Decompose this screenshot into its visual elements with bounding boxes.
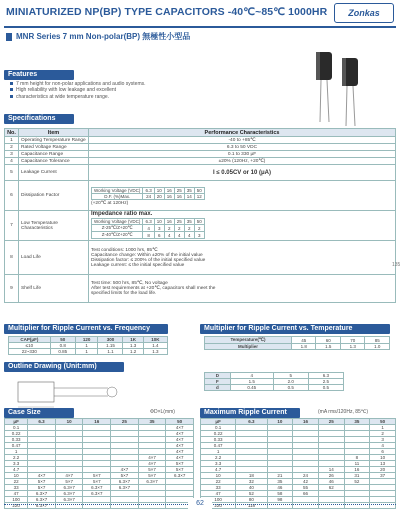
table-cell: 5×7: [55, 479, 83, 485]
spec-item: Capacitance Range: [19, 151, 89, 158]
spec-perf: ±20% (120Hz, +20℃): [89, 158, 396, 165]
lt-wv: 50: [194, 219, 204, 225]
table-cell: 6.3×7: [55, 491, 83, 497]
df-wv: 10: [154, 187, 164, 193]
table-cell: 2.2: [5, 455, 28, 461]
mult-value: 1.0: [365, 344, 390, 350]
outline-cell: 5: [273, 373, 308, 379]
table-cell: 5×7: [28, 485, 56, 491]
table-cell: 0.33: [5, 437, 28, 443]
outline-cell: 2.5: [308, 379, 343, 385]
df-tan-label: D.F. (%)Max.: [92, 193, 143, 199]
table-cell: 1: [370, 425, 396, 431]
table-cell: 4.7: [201, 467, 236, 473]
table-cell: 4×7: [138, 455, 166, 461]
page-number: 62: [188, 498, 212, 509]
spec-no: 5: [5, 165, 19, 181]
table-cell: 16: [344, 467, 370, 473]
freq-cell: 1.4: [143, 343, 167, 349]
table-cell: 5×7: [28, 479, 56, 485]
spec-perf: Test conditions: 1000 hrs, 85℃: [91, 247, 158, 253]
lt-wv: 25: [174, 219, 184, 225]
table-cell: 5×7: [166, 461, 194, 467]
table-cell: 32: [236, 479, 267, 485]
table-cell: 31: [344, 473, 370, 479]
spec-no: 8: [5, 241, 19, 275]
side-page-tab: 135: [392, 262, 400, 268]
outline-cell: 6.3: [308, 373, 343, 379]
df-wv: 35: [184, 187, 194, 193]
spec-no: 4: [5, 158, 19, 165]
feature-item: characteristics at wide temperature range.: [10, 94, 210, 100]
table-cell: 58: [267, 491, 293, 497]
table-cell: 10: [370, 455, 396, 461]
table-cell: 33: [201, 485, 236, 491]
table-cell: 46: [318, 479, 344, 485]
df-tan: 24: [143, 193, 154, 199]
table-cell: 4×7: [166, 443, 194, 449]
shelf-line: After test requirements at +20℃, capacitors shall meet the: [91, 286, 216, 291]
lt-r1: 2: [174, 225, 184, 232]
outline-cell: 4: [230, 373, 273, 379]
outline-cell: 0.5: [308, 385, 343, 391]
table-cell: 26: [318, 473, 344, 479]
table-head-cell: 35: [138, 419, 166, 425]
table-head-cell: 6.3: [28, 419, 56, 425]
lt-r2: 6: [154, 232, 164, 239]
outline-heading: Outline Drawing (Unit:mm): [4, 362, 124, 372]
table-cell: 4×7: [138, 461, 166, 467]
table-cell: 40: [236, 485, 267, 491]
lt-r2-label: Z-40℃/Z+20℃: [92, 232, 143, 239]
outline-head: D: [205, 373, 231, 379]
table-cell: 6.3×7: [111, 479, 139, 485]
spec-perf: -40 to +85℃: [89, 137, 396, 144]
table-cell: 3: [370, 437, 396, 443]
features-heading: Features: [4, 70, 74, 80]
table-cell: 98: [267, 497, 293, 503]
table-cell: 100: [201, 497, 236, 503]
ripple-temp-table: [204, 336, 390, 350]
table-cell: 5×7: [111, 473, 139, 479]
lt-r2: 4: [174, 232, 184, 239]
case-unit: ΦD×L(mm): [150, 409, 175, 415]
table-cell: 2: [370, 431, 396, 437]
lt-r2: 4: [164, 232, 174, 239]
spec-item: Operating Temperature Range: [19, 137, 89, 144]
spec-no: 6: [5, 181, 19, 211]
table-cell: 13: [370, 461, 396, 467]
temp-value: 85: [365, 337, 390, 344]
df-wv: 16: [164, 187, 174, 193]
ripple-temp-heading: Multiplier for Ripple Current vs. Temperature: [200, 324, 390, 334]
table-cell: 220: [201, 503, 236, 509]
table-cell: 0.22: [5, 431, 28, 437]
spec-head-no: No.: [5, 129, 19, 137]
table-cell: 0.22: [201, 431, 236, 437]
table-cell: 35: [267, 479, 293, 485]
freq-hz: 120: [75, 337, 98, 343]
df-table: [91, 187, 205, 200]
outline-head: d: [205, 385, 231, 391]
freq-cell: 1.2: [123, 349, 143, 355]
lt-r1: 2: [194, 225, 204, 232]
table-cell: 52: [236, 491, 267, 497]
mult-value: 1.3: [340, 344, 365, 350]
page-header: [0, 0, 400, 26]
table-cell: 3.3: [5, 461, 28, 467]
features-list: [10, 81, 210, 100]
freq-cell: 1.15: [98, 343, 123, 349]
spec-table: [4, 128, 396, 303]
table-head-cell: μF: [201, 419, 236, 425]
table-cell: 10: [5, 473, 28, 479]
feature-item: 7 mm height for non-polar applications and audio systems.: [10, 81, 210, 87]
table-cell: 47: [201, 491, 236, 497]
lt-r1: 2: [184, 225, 194, 232]
mult-value: 1.8: [291, 344, 316, 350]
load-line: Dissipation factor: ≤ 200% of the initial specified value: [91, 257, 206, 263]
df-wv-label: Working Voltage (VDC): [92, 187, 143, 193]
spec-perf: I ≤ 0.05CV or 10 (μA): [213, 169, 271, 176]
table-cell: 0.47: [201, 443, 236, 449]
table-cell: 42: [293, 479, 319, 485]
table-head-cell: 35: [344, 419, 370, 425]
outline-cell: 1.5: [230, 379, 273, 385]
freq-hz: 50: [50, 337, 75, 343]
table-cell: 1: [201, 449, 236, 455]
table-cell: 8: [344, 455, 370, 461]
table-cell: 37: [370, 473, 396, 479]
shelf-line: specified limits for the load life.: [91, 291, 157, 296]
ripple-unit: (mA rms/120Hz, 85℃): [318, 409, 369, 415]
freq-cell: 1.1: [98, 349, 123, 355]
table-cell: 100: [5, 497, 28, 503]
table-cell: 4: [370, 443, 396, 449]
table-cell: 10: [201, 473, 236, 479]
spec-perf: 6.3 to 50 VDC: [89, 144, 396, 151]
outline-table: [204, 372, 344, 391]
table-head-cell: 16: [83, 419, 111, 425]
freq-cell: ≤10: [9, 343, 51, 349]
table-head-cell: 10: [55, 419, 83, 425]
table-cell: 6.3×7: [28, 497, 56, 503]
table-cell: 220: [5, 503, 28, 509]
lt-r2: 3: [194, 232, 204, 239]
freq-hz: 10K: [143, 337, 167, 343]
table-cell: 5×7: [83, 479, 111, 485]
spec-item: Load Life: [19, 241, 89, 275]
lt-r1: 2: [164, 225, 174, 232]
table-cell: 5×7: [138, 473, 166, 479]
spec-perf: Test time: 500 hrs, 85℃, No voltage: [91, 281, 168, 286]
lt-wv: 16: [164, 219, 174, 225]
table-cell: 62: [318, 485, 344, 491]
table-head-cell: 25: [111, 419, 139, 425]
table-cell: 6.3×7: [28, 503, 56, 509]
temp-label: Temperature(℃): [205, 337, 292, 344]
table-head-cell: 10: [267, 419, 293, 425]
table-cell: 6: [370, 449, 396, 455]
mult-value: 1.5: [316, 344, 341, 350]
temp-value: 60: [316, 337, 341, 344]
series-title: MNR Series 7 mm Non-polar(BP) 無極性小型品: [16, 32, 191, 41]
table-cell: 6.3×7: [55, 485, 83, 491]
lt-r2: 8: [143, 232, 154, 239]
spec-perf: Impedance ratio max.: [91, 211, 153, 217]
table-cell: 0.1: [201, 425, 236, 431]
df-wv: 25: [174, 187, 184, 193]
lt-r1: 3: [154, 225, 164, 232]
outline-cell: 0.45: [230, 385, 273, 391]
table-cell: 11: [344, 461, 370, 467]
spec-no: 9: [5, 275, 19, 303]
freq-cell: 0.85: [50, 349, 75, 355]
table-cell: 5×7: [166, 467, 194, 473]
brand-logo: Zonkas: [334, 3, 394, 23]
spec-no: 3: [5, 151, 19, 158]
df-wv: 50: [194, 187, 204, 193]
table-cell: 2.2: [201, 455, 236, 461]
spec-item: Low Temperature Characteristics: [19, 211, 89, 241]
table-cell: 4×7: [166, 455, 194, 461]
table-cell: 20: [370, 467, 396, 473]
df-tan: 16: [164, 193, 174, 199]
spec-item: Capacitance Tolerance: [19, 158, 89, 165]
table-cell: 80: [236, 497, 267, 503]
table-cell: 6.3×7: [83, 491, 111, 497]
table-cell: 47: [5, 491, 28, 497]
table-cell: 4×7: [166, 425, 194, 431]
freq-cell: 0.8: [50, 343, 75, 349]
spec-item: Rated Voltage Range: [19, 144, 89, 151]
table-cell: 0.33: [201, 437, 236, 443]
table-cell: 22: [5, 479, 28, 485]
df-tan: 16: [174, 193, 184, 199]
df-tan: 14: [184, 193, 194, 199]
table-cell: 4×7: [55, 473, 83, 479]
table-cell: 14: [318, 467, 344, 473]
table-cell: 1: [5, 449, 28, 455]
table-cell: 0.47: [5, 443, 28, 449]
lt-r1: 4: [143, 225, 154, 232]
freq-label: CAP(μF): [9, 337, 51, 343]
lt-table: [91, 218, 205, 239]
spec-no: 1: [5, 137, 19, 144]
series-banner: [4, 31, 396, 43]
table-head-cell: μF: [5, 419, 28, 425]
table-cell: 6.3×7: [138, 479, 166, 485]
table-cell: 22: [201, 479, 236, 485]
table-cell: 33: [5, 485, 28, 491]
freq-cell: 22~330: [9, 349, 51, 355]
freq-hz: 1K: [123, 337, 143, 343]
header-divider: [4, 26, 396, 28]
lt-r2: 4: [184, 232, 194, 239]
outline-cell: 0.5: [273, 385, 308, 391]
lt-wv: 6.3: [143, 219, 154, 225]
spec-perf: (+20℃ at 120Hz): [91, 200, 129, 206]
table-head-cell: 16: [293, 419, 319, 425]
table-cell: 21: [267, 473, 293, 479]
outline-head: F: [205, 379, 231, 385]
table-cell: 24: [293, 473, 319, 479]
table-cell: 4.7: [5, 467, 28, 473]
table-cell: 5×7: [138, 467, 166, 473]
spec-perf: 0.1 to 330 μF: [89, 151, 396, 158]
table-cell: 18: [236, 473, 267, 479]
spec-head-item: Item: [19, 129, 89, 137]
table-cell: 3.3: [201, 461, 236, 467]
table-head-cell: 6.3: [236, 419, 267, 425]
page-title: MINIATURIZED NP(BP) TYPE CAPACITORS -40℃~85℃ 1000HR: [6, 6, 328, 18]
freq-cell: 1: [75, 349, 98, 355]
freq-cell: 1.3: [143, 349, 167, 355]
lt-r1-label: Z-25℃/Z+20℃: [92, 225, 143, 232]
table-cell: 4×7: [166, 449, 194, 455]
spec-no: 2: [5, 144, 19, 151]
specifications-heading: Specifications: [4, 114, 74, 124]
freq-hz: 300: [98, 337, 123, 343]
spec-item: Dissipation Factor: [19, 181, 89, 211]
table-head-cell: 50: [370, 419, 396, 425]
load-line: Capacitance change: Within ±20% of the initial value: [91, 252, 203, 258]
case-size-heading: Case Size: [4, 408, 74, 418]
table-cell: 5×7: [83, 473, 111, 479]
freq-cell: 1: [75, 343, 98, 349]
temp-value: 70: [340, 337, 365, 344]
lt-wv-label: Working Voltage (VDC): [92, 219, 143, 225]
max-ripple-table: [200, 418, 396, 509]
load-line: Leakage current: ≤ the initial specified value: [91, 262, 185, 268]
spec-head-perf: Performance Characteristics: [89, 129, 396, 137]
lt-wv: 10: [154, 219, 164, 225]
table-cell: 6.3×7: [55, 497, 83, 503]
temp-value: 45: [291, 337, 316, 344]
table-cell: 6.3×7: [111, 485, 139, 491]
mult-label: Multiplier: [205, 344, 292, 350]
max-ripple-heading: Maximum Ripple Current: [200, 408, 300, 418]
table-cell: 46: [267, 485, 293, 491]
spec-item: Leakage Current: [19, 165, 89, 181]
table-cell: 4×7: [166, 431, 194, 437]
case-size-table: [4, 418, 194, 509]
feature-item: High reliability with low leakage and excellent: [10, 87, 210, 93]
outline-cell: 2.0: [273, 379, 308, 385]
table-cell: 6.3×7: [83, 485, 111, 491]
table-cell: 6.3×7: [28, 491, 56, 497]
table-cell: 4×7: [166, 437, 194, 443]
table-cell: 4×7: [111, 467, 139, 473]
table-cell: 6.3×7: [166, 473, 194, 479]
freq-cell: 1.3: [123, 343, 143, 349]
table-head-cell: 50: [166, 419, 194, 425]
table-cell: 118: [236, 503, 267, 509]
table-cell: 4×7: [28, 473, 56, 479]
table-cell: 52: [344, 479, 370, 485]
df-tan: 12: [194, 193, 204, 199]
spec-no: 7: [5, 211, 19, 241]
table-cell: 0.1: [5, 425, 28, 431]
ripple-freq-table: [8, 336, 168, 355]
capacitor-photo: [302, 48, 382, 128]
ripple-freq-heading: Multiplier for Ripple Current vs. Frequency: [4, 324, 168, 334]
df-tan: 20: [154, 193, 164, 199]
spec-item: Shelf Life: [19, 275, 89, 303]
df-wv: 6.3: [143, 187, 154, 193]
lt-wv: 35: [184, 219, 194, 225]
table-cell: 55: [293, 485, 319, 491]
table-cell: 66: [293, 491, 319, 497]
table-head-cell: 25: [318, 419, 344, 425]
bullet-square-icon: [6, 33, 12, 41]
